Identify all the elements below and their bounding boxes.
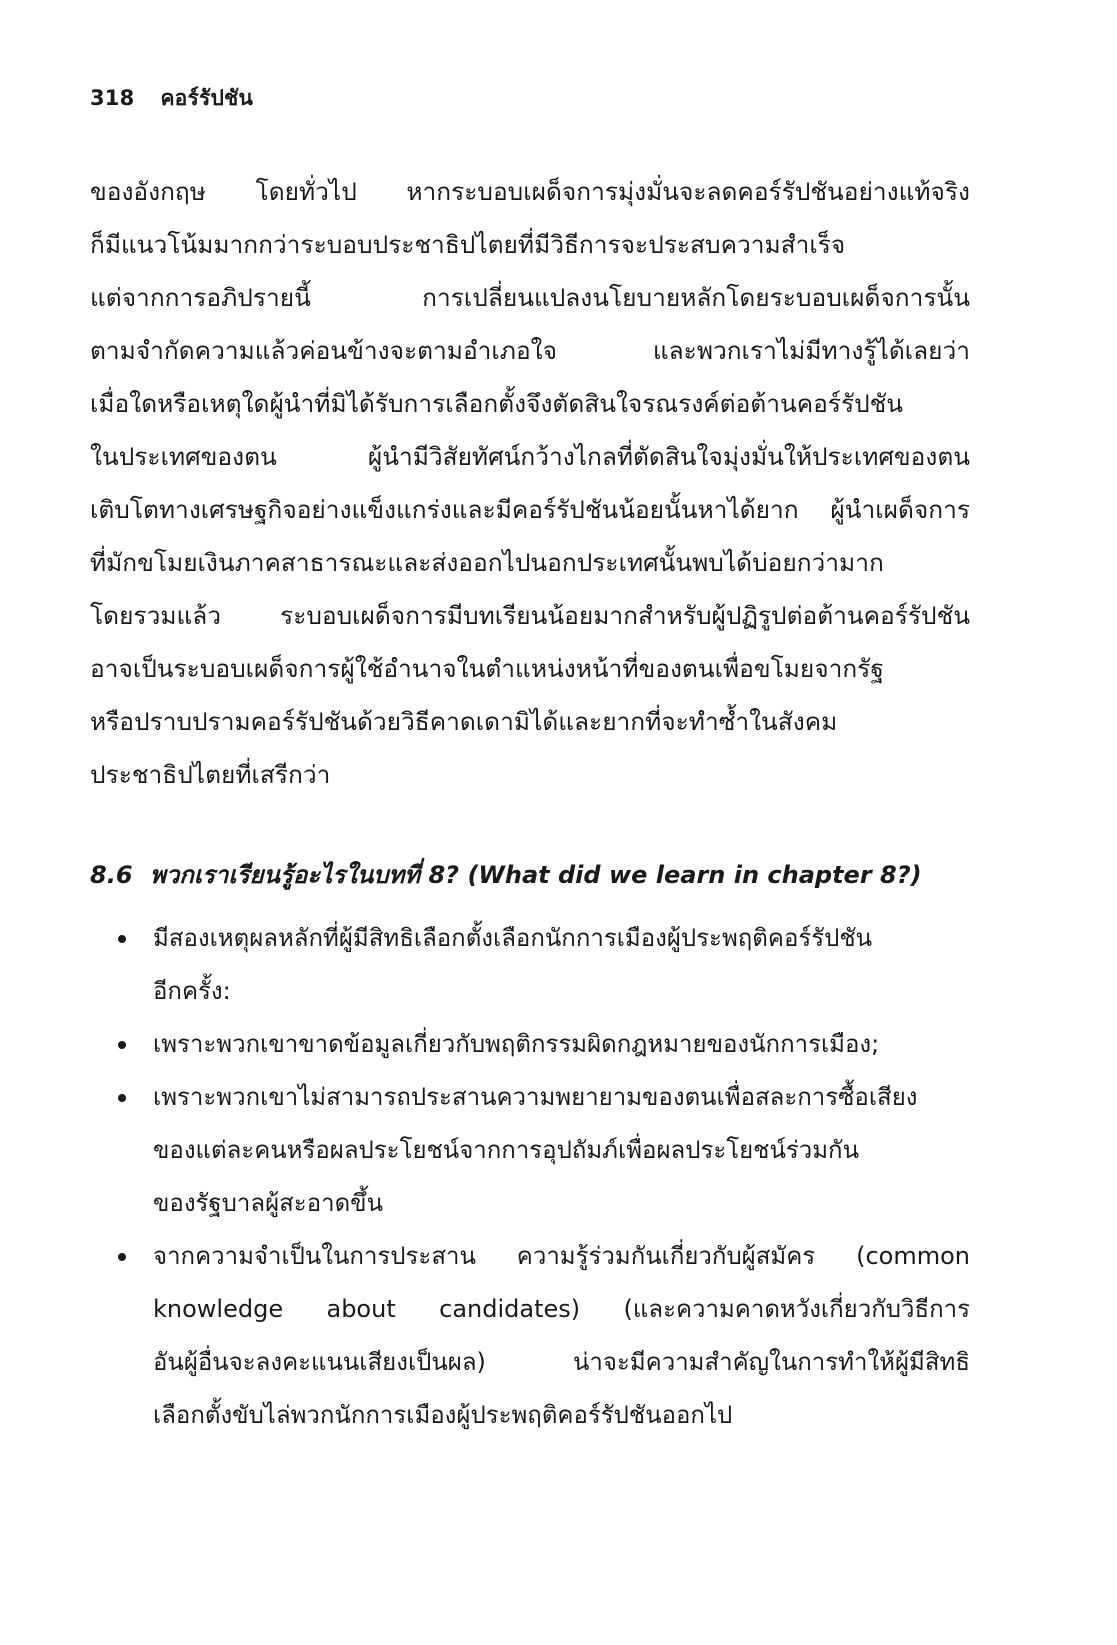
- running-header: [90, 78, 253, 118]
- bullet-item: [90, 1230, 970, 1442]
- running-title: คอร์รัปชัน: [160, 85, 253, 110]
- bullet-line: อีกครั้ง:: [153, 977, 231, 1005]
- paragraph-line: หรือปราบปรามคอร์รัปชันด้วยวิธีคาดเดามิได้และยากที่จะทำซ้ำในสังคม: [90, 707, 838, 736]
- bullet-line: จากความจำเป็นในการประสาน ความรู้ร่วมกันเกี่ยวกับผู้สมัคร (common: [153, 1242, 970, 1270]
- page-number: 318: [90, 86, 135, 110]
- bullet-line: อันผู้อื่นจะลงคะแนนเสียงเป็นผล) น่าจะมีความสำคัญในการทำให้ผู้มีสิทธิ: [153, 1348, 970, 1376]
- bullet-item: [90, 1018, 970, 1071]
- bullet-line: เพราะพวกเขาไม่สามารถประสานความพยายามของตนเพื่อสละการซื้อเสียง: [153, 1083, 918, 1111]
- bullet-icon: [118, 1253, 126, 1261]
- bullet-line: เลือกตั้งขับไล่พวกนักการเมืองผู้ประพฤติคอร์รัปชันออกไป: [153, 1401, 733, 1429]
- bullet-line: knowledge about candidates) (และความคาดหวังเกี่ยวกับวิธีการ: [153, 1295, 970, 1323]
- paragraph-line: ในประเทศของตน ผู้นำมีวิสัยทัศน์กว้างไกลที่ตัดสินใจมุ่งมั่นให้ประเทศของตน: [90, 442, 970, 471]
- body-paragraph: [90, 165, 970, 801]
- paragraph-line: เมื่อใดหรือเหตุใดผู้นำที่มิได้รับการเลือกตั้งจึงตัดสินใจรณรงค์ต่อต้านคอร์รัปชัน: [90, 389, 904, 418]
- paragraph-line: ประชาธิปไตยที่เสรีกว่า: [90, 760, 331, 789]
- bullet-line: ของแต่ละคนหรือผลประโยชน์จากการอุปถัมภ์เพื่อผลประโยชน์ร่วมกัน: [153, 1136, 859, 1164]
- bullet-item: [90, 912, 970, 1018]
- paragraph-line: ตามจำกัดความแล้วค่อนข้างจะตามอำเภอใจ และพวกเราไม่มีทางรู้ได้เลยว่า: [90, 336, 970, 365]
- section-title: พวกเราเรียนรู้อะไรในบทที่ 8? (What did we learn in chapter 8?): [150, 861, 922, 889]
- paragraph-line: แต่จากการอภิปรายนี้ การเปลี่ยนแปลงนโยบายหลักโดยระบอบเผด็จการนั้น: [90, 283, 970, 312]
- summary-bullet-list: [90, 912, 970, 1442]
- paragraph-line: โดยรวมแล้ว ระบอบเผด็จการมีบทเรียนน้อยมากสำหรับผู้ปฏิรูปต่อต้านคอร์รัปชัน: [90, 601, 970, 630]
- bullet-line: มีสองเหตุผลหลักที่ผู้มีสิทธิเลือกตั้งเลือกนักการเมืองผู้ประพฤติคอร์รัปชัน: [153, 924, 873, 952]
- section-heading: [90, 850, 970, 900]
- bullet-icon: [118, 1094, 126, 1102]
- paragraph-line: เติบโตทางเศรษฐกิจอย่างแข็งแกร่งและมีคอร์รัปชันน้อยนั้นหาได้ยาก ผู้นำเผด็จการ: [90, 495, 970, 524]
- bullet-icon: [118, 935, 126, 943]
- section-number: 8.6: [90, 861, 133, 889]
- bullet-icon: [118, 1041, 126, 1049]
- paragraph-line: ก็มีแนวโน้มมากกว่าระบอบประชาธิปไตยที่มีวิธีการจะประสบความสำเร็จ: [90, 230, 846, 259]
- paragraph-line: ของอังกฤษ โดยทั่วไป หากระบอบเผด็จการมุ่งมั่นจะลดคอร์รัปชันอย่างแท้จริง: [90, 177, 970, 206]
- bullet-item: [90, 1071, 970, 1230]
- bullet-line: ของรัฐบาลผู้สะอาดขึ้น: [153, 1189, 383, 1217]
- bullet-line: เพราะพวกเขาขาดข้อมูลเกี่ยวกับพฤติกรรมผิดกฎหมายของนักการเมือง;: [153, 1030, 880, 1058]
- paragraph-line: ที่มักขโมยเงินภาคสาธารณะและส่งออกไปนอกประเทศนั้นพบได้บ่อยกว่ามาก: [90, 548, 884, 577]
- paragraph-line: อาจเป็นระบอบเผด็จการผู้ใช้อำนาจในตำแหน่งหน้าที่ของตนเพื่อขโมยจากรัฐ: [90, 654, 884, 683]
